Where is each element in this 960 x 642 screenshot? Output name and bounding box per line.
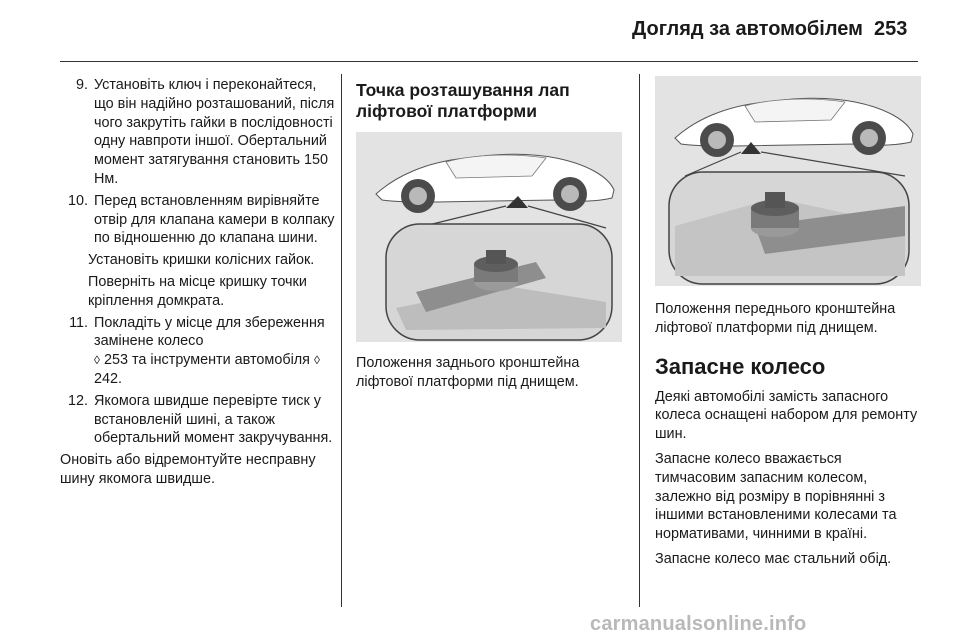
- step-text: Установіть ключ і переконайтеся, що він надійно розташований, після чого закрутіть гайки в послідовності одну навпроти іншої. Обертальний момент затягування становить 150 Нм.: [94, 77, 335, 187]
- step-10-note-jack-cap: Поверніть на місце кришку точки кріплення домкрата.: [88, 273, 307, 309]
- step-9: [60, 76, 336, 189]
- spare-wheel-paragraph-2: Запасне колесо вважається тимчасовим запасним колесом, залежно від розміру в порівнянні з іншими встановленими колесами та нормативами, чинними в країні.: [655, 450, 897, 543]
- column-divider-left: [341, 74, 342, 607]
- step-number: 10.: [67, 192, 88, 209]
- car-front-lift-image: [655, 76, 921, 286]
- page-reference-link[interactable]: 253: [103, 352, 128, 369]
- step-number: 12.: [67, 392, 88, 409]
- page-reference-link[interactable]: 242.: [94, 370, 123, 387]
- step-10-note-nut-caps: Установіть кришки колісних гайок.: [88, 252, 315, 269]
- step-11: [60, 314, 336, 389]
- page-number: 253: [874, 18, 908, 40]
- step-10: [60, 192, 336, 248]
- page-reference-arrow-icon: ◊: [313, 353, 320, 368]
- instructions-column: [60, 76, 336, 489]
- front-lift-point-caption: Положення переднього кронштейна ліфтової платформи під днищем.: [655, 301, 896, 336]
- page-header-title: Догляд за автомобілем: [632, 18, 863, 40]
- car-rear-lift-image: [356, 132, 622, 342]
- section-heading-lift-points: Точка розташування лап ліфтової платформи: [356, 80, 570, 121]
- step-number: 11.: [69, 314, 88, 331]
- step-number: 9.: [75, 77, 88, 93]
- step-text: Перед встановленням вирівняйте отвір для клапана камери в колпаку по відношенню до клапана шини.: [94, 192, 335, 247]
- step-text: [94, 314, 336, 389]
- page-reference-arrow-icon: ◊: [94, 353, 100, 368]
- closing-note: Оновіть або відремонтуйте несправну шину якомога швидше.: [60, 452, 316, 487]
- spare-wheel-paragraph-3: Запасне колесо має стальний обід.: [655, 550, 892, 567]
- section-heading-spare-wheel: Запасне колесо: [655, 353, 826, 379]
- rear-lift-point-caption: Положення заднього кронштейна ліфтової платформи під днищем.: [356, 355, 580, 390]
- rear-lift-point-illustration: [356, 132, 622, 342]
- spare-wheel-column: [655, 76, 921, 575]
- front-lift-point-illustration: [655, 76, 921, 286]
- column-divider-right: [639, 74, 640, 607]
- step-11-text-middle: та інструменти автомобіля: [131, 352, 310, 369]
- spare-wheel-paragraph-1: Деякі автомобілі замість запасного колеса оснащені набором для ремонту шин.: [655, 388, 918, 443]
- step-11-text-start: Покладіть у місце для збереження замінене колесо: [94, 314, 325, 350]
- step-text: Якомога швидше перевірте тиск у встановленій шині, а також обертальний момент закручування.: [94, 392, 333, 447]
- lift-points-column: [356, 80, 622, 392]
- step-12: [60, 392, 336, 448]
- watermark-text: carmanualsonline.info: [590, 613, 807, 635]
- header-divider: [60, 61, 918, 62]
